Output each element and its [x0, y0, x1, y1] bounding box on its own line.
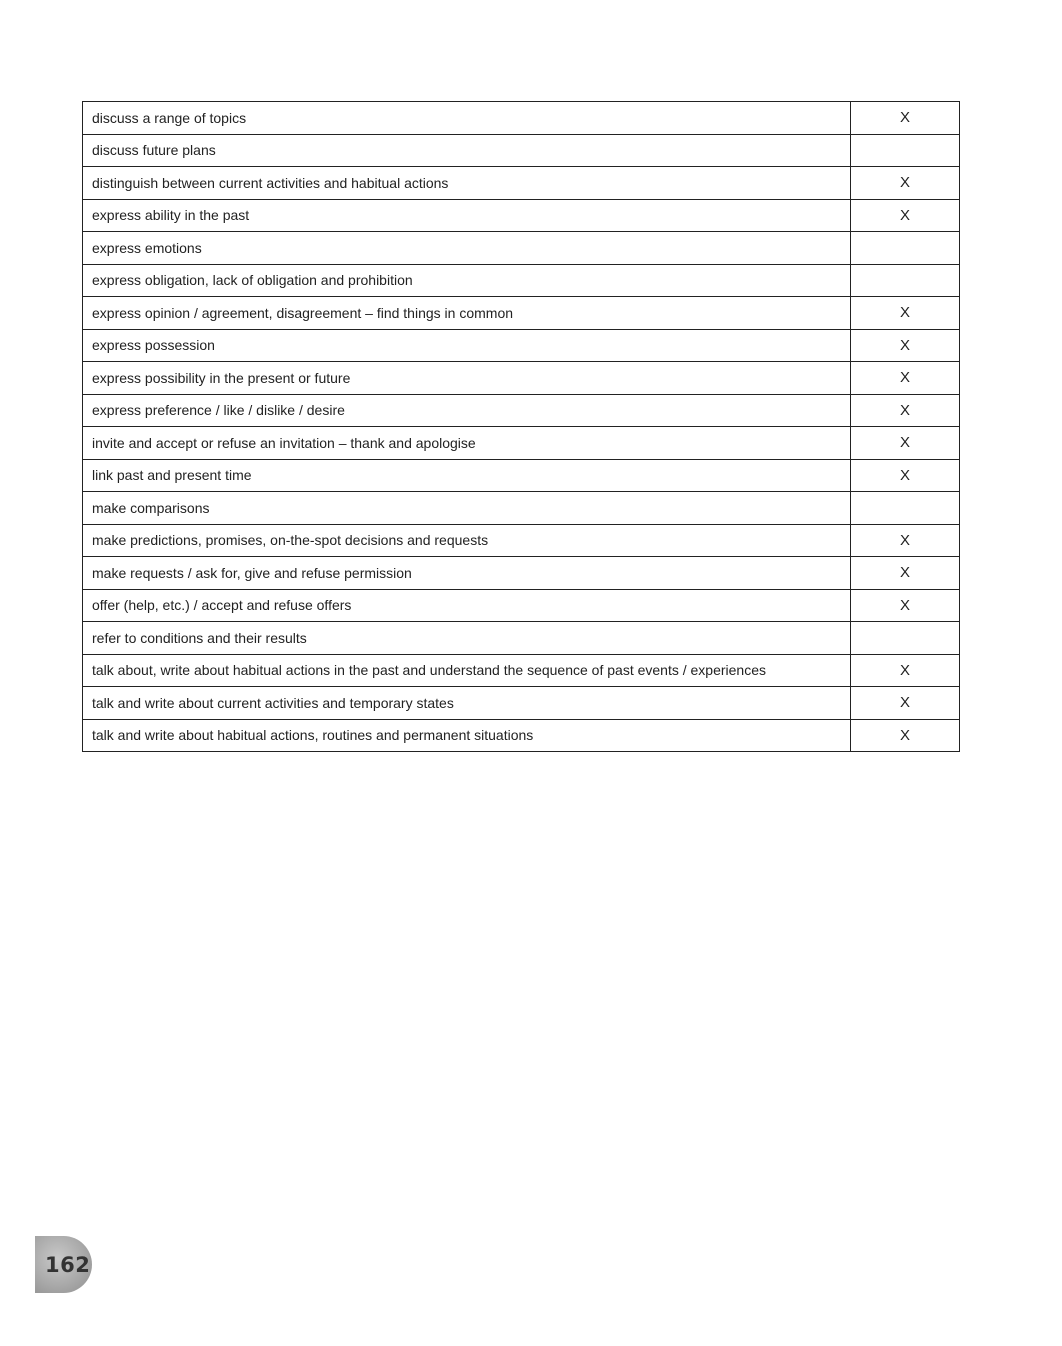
- function-description-cell: make comparisons: [83, 492, 851, 525]
- table-row: [83, 297, 960, 330]
- table-row: [83, 232, 960, 265]
- function-description-cell: express emotions: [83, 232, 851, 265]
- function-description-cell: distinguish between current activities and habitual actions: [83, 167, 851, 200]
- function-description-cell: express obligation, lack of obligation and prohibition: [83, 264, 851, 297]
- table-row: [83, 622, 960, 655]
- checkmark-cell: [851, 264, 960, 297]
- checkmark-cell: [851, 622, 960, 655]
- function-description-cell: make requests / ask for, give and refuse permission: [83, 557, 851, 590]
- checkmark-cell: [851, 134, 960, 167]
- function-description-cell: express preference / like / dislike / desire: [83, 394, 851, 427]
- checkmark-cell: X: [851, 589, 960, 622]
- checkmark-cell: [851, 492, 960, 525]
- function-description-cell: talk about, write about habitual actions in the past and understand the sequence of past events / experiences: [83, 654, 851, 687]
- function-description-cell: link past and present time: [83, 459, 851, 492]
- table-row: [83, 329, 960, 362]
- table-row: [83, 134, 960, 167]
- page-number: 162: [45, 1253, 91, 1277]
- table-row: [83, 167, 960, 200]
- checkmark-cell: [851, 232, 960, 265]
- table-row: [83, 264, 960, 297]
- function-description-cell: offer (help, etc.) / accept and refuse offers: [83, 589, 851, 622]
- checkmark-cell: X: [851, 102, 960, 135]
- checkmark-cell: X: [851, 167, 960, 200]
- checkmark-cell: X: [851, 329, 960, 362]
- checkmark-cell: X: [851, 654, 960, 687]
- checkmark-cell: X: [851, 719, 960, 752]
- function-description-cell: talk and write about current activities and temporary states: [83, 687, 851, 720]
- table-row: [83, 427, 960, 460]
- functions-checklist-table: [82, 101, 960, 752]
- function-description-cell: express possibility in the present or future: [83, 362, 851, 395]
- function-description-cell: discuss future plans: [83, 134, 851, 167]
- checkmark-cell: X: [851, 394, 960, 427]
- function-description-cell: refer to conditions and their results: [83, 622, 851, 655]
- table-row: [83, 524, 960, 557]
- table-row: [83, 719, 960, 752]
- function-description-cell: talk and write about habitual actions, routines and permanent situations: [83, 719, 851, 752]
- checkmark-cell: X: [851, 459, 960, 492]
- table-row: [83, 199, 960, 232]
- table-row: [83, 102, 960, 135]
- function-description-cell: invite and accept or refuse an invitation – thank and apologise: [83, 427, 851, 460]
- table-body: [83, 102, 960, 752]
- function-description-cell: discuss a range of topics: [83, 102, 851, 135]
- checkmark-cell: X: [851, 427, 960, 460]
- table-row: [83, 654, 960, 687]
- table-row: [83, 362, 960, 395]
- checkmark-cell: X: [851, 557, 960, 590]
- function-description-cell: express possession: [83, 329, 851, 362]
- checkmark-cell: X: [851, 297, 960, 330]
- function-description-cell: express ability in the past: [83, 199, 851, 232]
- function-description-cell: express opinion / agreement, disagreement – find things in common: [83, 297, 851, 330]
- table-row: [83, 557, 960, 590]
- table-row: [83, 589, 960, 622]
- table-row: [83, 687, 960, 720]
- function-description-cell: make predictions, promises, on-the-spot decisions and requests: [83, 524, 851, 557]
- checkmark-cell: X: [851, 199, 960, 232]
- checkmark-cell: X: [851, 362, 960, 395]
- checkmark-cell: X: [851, 687, 960, 720]
- table-row: [83, 492, 960, 525]
- table-row: [83, 394, 960, 427]
- table-row: [83, 459, 960, 492]
- checkmark-cell: X: [851, 524, 960, 557]
